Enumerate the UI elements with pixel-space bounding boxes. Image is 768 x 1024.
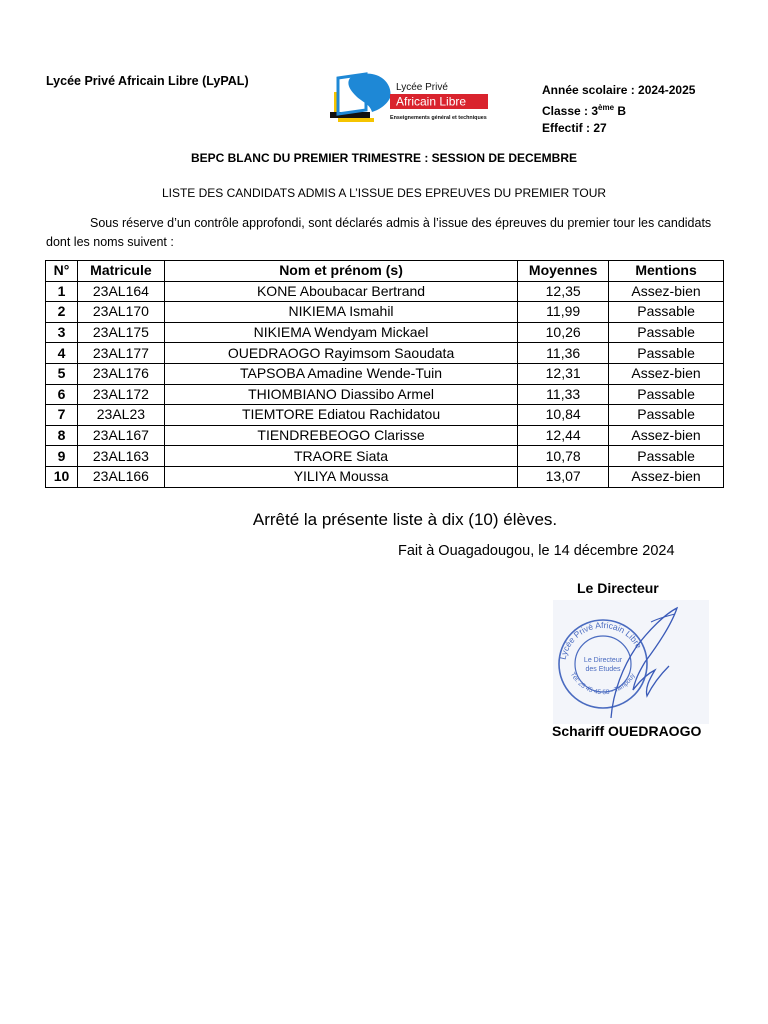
row-name: TIEMTORE Ediatou Rachidatou [164,405,517,426]
row-matricule: 23AL164 [77,281,164,302]
table-header-row [46,261,724,282]
logo-line2: Africain Libre [396,94,467,109]
row-number: 8 [46,425,78,446]
stamp-seal-icon [553,600,709,724]
logo-africa-icon [348,74,390,113]
row-matricule: 23AL166 [77,466,164,487]
row-matricule: 23AL177 [77,343,164,364]
row-matricule: 23AL23 [77,405,164,426]
stamp-and-signature [553,600,709,724]
header-matricule: Matricule [77,261,164,282]
row-name: THIOMBIANO Diassibo Armel [164,384,517,405]
table-row [46,363,724,384]
table-row [46,281,724,302]
row-mention: Passable [609,302,724,323]
row-matricule: 23AL175 [77,322,164,343]
table-row [46,405,724,426]
document-title: BEPC BLANC DU PREMIER TRIMESTRE : SESSION DE DECEMBRE [190,151,578,165]
row-name: TRAORE Siata [164,446,517,467]
row-average: 12,44 [518,425,609,446]
header-number: N° [46,261,78,282]
row-matricule: 23AL163 [77,446,164,467]
row-average: 11,33 [518,384,609,405]
row-matricule: 23AL172 [77,384,164,405]
row-mention: Passable [609,405,724,426]
row-name: NIKIEMA Ismahil [164,302,517,323]
row-number: 6 [46,384,78,405]
table-row [46,466,724,487]
class-prefix: Classe : 3 [542,104,599,118]
row-matricule: 23AL167 [77,425,164,446]
table-row [46,425,724,446]
row-mention: Passable [609,446,724,467]
row-mention: Assez-bien [609,466,724,487]
school-logo [326,68,492,126]
director-name: Schariff OUEDRAOGO [552,723,702,739]
row-name: NIKIEMA Wendyam Mickael [164,322,517,343]
logo-line3: Enseignements général et techniques [390,115,487,121]
class-suffix: B [614,104,627,118]
director-title: Le Directeur [577,580,659,596]
class-sup: ème [598,103,615,112]
table-row [46,384,724,405]
document-subtitle: LISTE DES CANDIDATS ADMIS A L’ISSUE DES EPREUVES DU PREMIER TOUR [161,186,607,200]
stamp-bottom-text: Tél: 25 45 45 58 - Tampouy [568,671,637,697]
row-number: 10 [46,466,78,487]
row-average: 13,07 [518,466,609,487]
table-row [46,322,724,343]
header-mention: Mentions [609,261,724,282]
row-number: 9 [46,446,78,467]
table-row [46,446,724,467]
place-and-date: Fait à Ouagadougou, le 14 décembre 2024 [398,543,675,559]
table-row [46,343,724,364]
logo-line1: Lycée Privé [396,82,448,93]
intro-paragraph: Sous réserve d’un contrôle approfondi, sont déclarés admis à l’issue des épreuves du premier tour les candidats dont les noms suivent : [46,216,712,249]
row-name: TIENDREBEOGO Clarisse [164,425,517,446]
class-line [542,99,695,120]
row-number: 2 [46,302,78,323]
stamp-center-line1: Le Directeur [583,657,623,664]
row-average: 10,78 [518,446,609,467]
stamp-ring-text: Lycée Privé Africain Libre [557,619,645,661]
logo-yellow-stripe [338,118,374,122]
row-mention: Assez-bien [609,281,724,302]
row-mention: Assez-bien [609,425,724,446]
results-table [45,260,724,488]
header-average: Moyennes [518,261,609,282]
row-average: 11,36 [518,343,609,364]
row-name: KONE Aboubacar Bertrand [164,281,517,302]
row-number: 3 [46,322,78,343]
row-mention: Passable [609,384,724,405]
row-number: 7 [46,405,78,426]
row-name: OUEDRAOGO Rayimsom Saoudata [164,343,517,364]
stamp-center-line2: des Etudes [585,666,621,673]
header-name: Nom et prénom (s) [164,261,517,282]
row-number: 4 [46,343,78,364]
row-name: YILIYA Moussa [164,466,517,487]
effectif: Effectif : 27 [542,121,607,135]
row-average: 12,35 [518,281,609,302]
row-number: 5 [46,363,78,384]
row-number: 1 [46,281,78,302]
row-mention: Passable [609,343,724,364]
row-matricule: 23AL170 [77,302,164,323]
row-matricule: 23AL176 [77,363,164,384]
row-average: 12,31 [518,363,609,384]
row-average: 11,99 [518,302,609,323]
row-mention: Assez-bien [609,363,724,384]
row-average: 10,26 [518,322,609,343]
row-name: TAPSOBA Amadine Wende-Tuin [164,363,517,384]
table-row [46,302,724,323]
school-name: Lycée Privé Africain Libre (LyPAL) [46,74,249,88]
row-average: 10,84 [518,405,609,426]
closing-statement: Arrêté la présente liste à dix (10) élèves. [252,510,558,529]
school-year: Année scolaire : 2024-2025 [542,83,696,97]
row-mention: Passable [609,322,724,343]
school-meta [542,82,695,137]
